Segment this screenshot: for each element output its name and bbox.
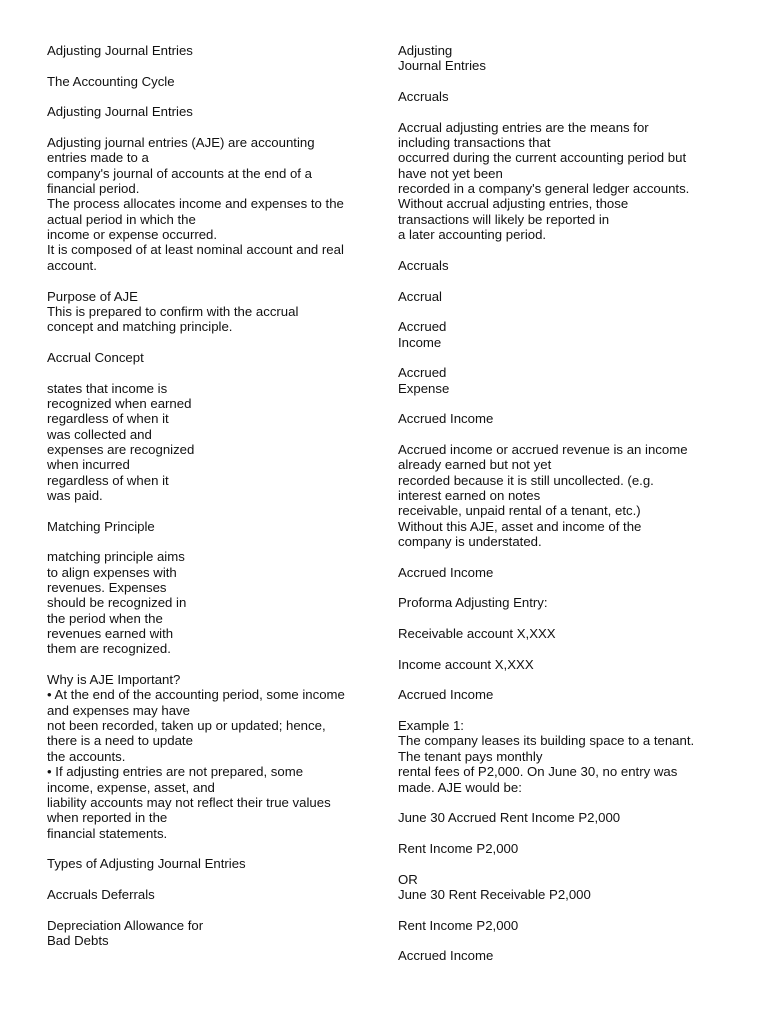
- text-line: Matching Principle: [47, 518, 155, 534]
- text-line: company's journal of accounts at the end of a: [47, 165, 312, 181]
- text-line: already earned but not yet: [398, 457, 552, 473]
- paragraph: [398, 43, 743, 74]
- text-line: account.: [47, 257, 97, 273]
- paragraph: [398, 948, 743, 963]
- text-line: the accounts.: [47, 748, 126, 764]
- paragraph: [398, 442, 743, 549]
- text-line: Without accrual adjusting entries, those: [398, 196, 629, 212]
- paragraph: [398, 411, 743, 426]
- text-line: regardless of when it: [47, 472, 169, 488]
- text-line: • At the end of the accounting period, some income: [47, 687, 345, 703]
- paragraph: [47, 74, 382, 89]
- text-line: expenses are recognized: [47, 441, 195, 457]
- paragraph: [47, 887, 382, 902]
- text-line: Journal Entries: [398, 58, 486, 74]
- text-line: Accruals Deferrals: [47, 886, 155, 902]
- text-line: including transactions that: [398, 135, 551, 151]
- paragraph: [47, 918, 382, 949]
- text-line: Adjusting Journal Entries: [47, 43, 193, 58]
- paragraph: [398, 841, 743, 856]
- text-line: when incurred: [47, 457, 130, 473]
- text-line: company is understated.: [398, 534, 542, 549]
- text-line: revenues. Expenses: [47, 580, 167, 596]
- paragraph: [398, 810, 743, 825]
- text-line: The tenant pays monthly: [398, 748, 543, 764]
- text-line: Accrued Income: [398, 564, 494, 580]
- text-line: Income: [398, 334, 442, 350]
- right-text-column: [398, 43, 743, 979]
- text-line: should be recognized in: [47, 595, 187, 611]
- text-line: entries made to a: [47, 150, 149, 166]
- paragraph: [398, 626, 743, 641]
- text-line: Depreciation Allowance for: [47, 917, 204, 933]
- text-line: there is a need to update: [47, 733, 193, 749]
- text-line: • If adjusting entries are not prepared, some: [47, 764, 304, 780]
- text-line: a later accounting period.: [398, 227, 547, 243]
- text-line: Accrued Income: [398, 411, 494, 427]
- paragraph: [47, 43, 382, 58]
- paragraph: [47, 135, 382, 273]
- text-line: occurred during the current accounting period but: [398, 150, 687, 166]
- text-line: liability accounts may not reflect their true values: [47, 794, 331, 810]
- text-line: made. AJE would be:: [398, 779, 522, 795]
- text-line: income or expense occurred.: [47, 227, 218, 243]
- text-line: Adjusting: [398, 43, 453, 58]
- text-line: The company leases its building space to a tenant.: [398, 733, 695, 749]
- text-line: The process allocates income and expenses to the: [47, 196, 344, 212]
- text-line: Rent Income P2,000: [398, 840, 519, 856]
- paragraph: [398, 258, 743, 273]
- paragraph: [398, 120, 743, 243]
- paragraph: [398, 718, 743, 795]
- text-line: Example 1:: [398, 718, 464, 734]
- text-line: June 30 Accrued Rent Income P2,000: [398, 810, 621, 826]
- text-line: recorded in a company's general ledger accounts.: [398, 181, 690, 197]
- text-line: Purpose of AJE: [47, 288, 138, 304]
- text-line: them are recognized.: [47, 641, 171, 657]
- text-line: Rent Income P2,000: [398, 917, 519, 933]
- text-line: Accrued: [398, 365, 447, 381]
- text-line: transactions will likely be reported in: [398, 211, 610, 227]
- text-line: regardless of when it: [47, 411, 169, 427]
- text-line: Receivable account X,XXX: [398, 626, 556, 642]
- paragraph: [47, 856, 382, 871]
- text-line: concept and matching principle.: [47, 319, 233, 335]
- text-line: Accrued income or accrued revenue is an income: [398, 441, 688, 457]
- text-line: Accrual Concept: [47, 349, 144, 365]
- text-line: Income account X,XXX: [398, 656, 534, 672]
- text-line: Bad Debts: [47, 932, 109, 948]
- paragraph: [398, 918, 743, 933]
- text-line: June 30 Rent Receivable P2,000: [398, 886, 591, 902]
- paragraph: [47, 381, 382, 504]
- text-line: income, expense, asset, and: [47, 779, 215, 795]
- text-line: recorded because it is still uncollected. (e.g.: [398, 472, 654, 488]
- text-line: Accrued Income: [398, 948, 494, 964]
- text-line: and expenses may have: [47, 702, 190, 718]
- text-line: Accruals: [398, 89, 449, 105]
- left-text-column: [47, 43, 382, 964]
- text-line: was collected and: [47, 426, 152, 442]
- text-line: actual period in which the: [47, 211, 196, 227]
- paragraph: [47, 519, 382, 534]
- paragraph: [47, 350, 382, 365]
- text-line: Without this AJE, asset and income of the: [398, 518, 642, 534]
- paragraph: [47, 289, 382, 335]
- text-line: Types of Adjusting Journal Entries: [47, 856, 246, 872]
- text-line: Accruals: [398, 257, 449, 273]
- text-line: recognized when earned: [47, 395, 192, 411]
- paragraph: [398, 687, 743, 702]
- paragraph: [47, 672, 382, 841]
- text-line: Why is AJE Important?: [47, 672, 181, 688]
- text-line: was paid.: [47, 487, 103, 503]
- text-line: Adjusting Journal Entries: [47, 104, 193, 120]
- text-line: to align expenses with: [47, 564, 177, 580]
- text-line: when reported in the: [47, 810, 168, 826]
- text-line: receivable, unpaid rental of a tenant, etc.): [398, 503, 641, 519]
- text-line: revenues earned with: [47, 626, 174, 642]
- text-line: OR: [398, 871, 418, 887]
- text-line: It is composed of at least nominal account and real: [47, 242, 344, 258]
- paragraph: [398, 565, 743, 580]
- paragraph: [398, 872, 743, 903]
- paragraph: [398, 289, 743, 304]
- text-line: Accrual: [398, 288, 442, 304]
- paragraph: [398, 89, 743, 104]
- text-line: Accrual adjusting entries are the means for: [398, 119, 649, 135]
- text-line: financial statements.: [47, 825, 168, 841]
- text-line: Accrued Income: [398, 687, 494, 703]
- text-line: states that income is: [47, 380, 168, 396]
- text-line: Expense: [398, 380, 450, 396]
- text-line: Adjusting journal entries (AJE) are accounting: [47, 135, 315, 151]
- text-line: This is prepared to confirm with the accrual: [47, 303, 299, 319]
- text-line: the period when the: [47, 610, 163, 626]
- text-line: Proforma Adjusting Entry:: [398, 595, 548, 611]
- text-line: not been recorded, taken up or updated; hence,: [47, 718, 326, 734]
- paragraph: [398, 657, 743, 672]
- text-line: interest earned on notes: [398, 487, 541, 503]
- paragraph: [398, 365, 743, 396]
- text-line: have not yet been: [398, 165, 503, 181]
- text-line: rental fees of P2,000. On June 30, no entry was: [398, 764, 678, 780]
- text-line: Accrued: [398, 319, 447, 335]
- paragraph: [398, 319, 743, 350]
- text-line: The Accounting Cycle: [47, 73, 175, 89]
- text-line: matching principle aims: [47, 549, 185, 565]
- paragraph: [398, 595, 743, 610]
- paragraph: [47, 104, 382, 119]
- paragraph: [47, 549, 382, 656]
- text-line: financial period.: [47, 181, 140, 197]
